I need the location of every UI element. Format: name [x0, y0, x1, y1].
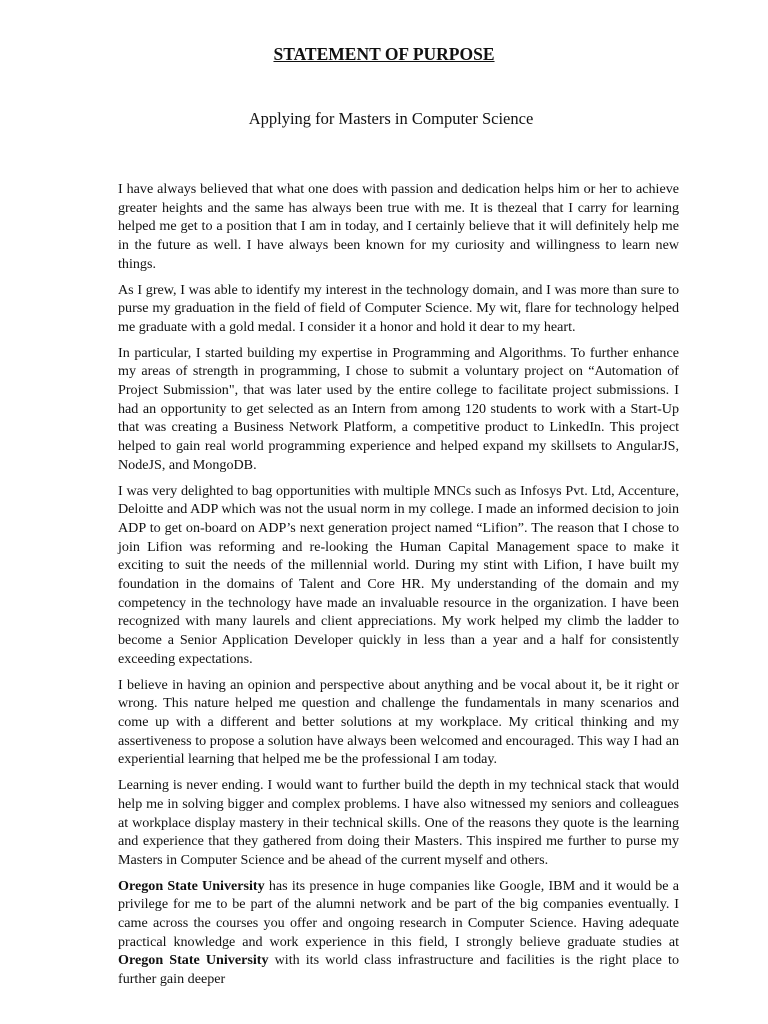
paragraph-7-text-1: has its presence in huge companies like Google, IBM and it would be a privilege for me to be part of the alumni network and be part of the big companies eventually. I came across the courses you offer and ongoing research in Computer Science. Having adequate practical knowledge and work experience in this field, I strongly believe graduate studies at [118, 877, 679, 950]
paragraph-7 [118, 877, 679, 989]
document-body [118, 180, 679, 996]
paragraph-2: As I grew, I was able to identify my interest in the technology domain, and I was more than sure to purse my graduation in the field of field of Computer Science. My wit, flare for technology helped me graduate with a gold medal. I consider it a honor and hold it dear to my heart. [118, 281, 679, 335]
university-name: Oregon State University [118, 952, 269, 969]
paragraph-3: In particular, I started building my expertise in Programming and Algorithms. To further enhance my areas of strength in programming, I chose to submit a voluntary project on “Automation of Project Submission", that was later used by the entire college to facilitate project submissions. I had an opportunity to get selected as an Intern from among 120 students to work with a Start-Up that was creating a Business Network Platform, a competitive product to LinkedIn. This project helped to gain real world programming experience and helped expand my skillsets to AngularJS, NodeJS, and MongoDB. [118, 344, 679, 473]
paragraph-5: I believe in having an opinion and perspective about anything and be vocal about it, be it right or wrong. This nature helped me question and challenge the fundamentals in many scenarios and come up with a different and better solutions at my workplace. My critical thinking and my assertiveness to propose a solution have always been welcomed and encouraged. This way I had an experiential learning that helped me be the professional I am today. [118, 676, 679, 768]
paragraph-1: I have always believed that what one does with passion and dedication helps him or her to achieve greater heights and the same has always been true with me. It is thezeal that I carry for learning helped me get to a position that I am in today, and I certainly believe that it will definitely help me in the future as well. I have always been known for my curiosity and willingness to learn new things. [118, 181, 679, 272]
paragraph-4: I was very delighted to bag opportunities with multiple MNCs such as Infosys Pvt. Ltd, Accenture, Deloitte and ADP which was not the usual norm in my college. I made an informed decision to join ADP to get on-board on ADP’s next generation project named “Lifion”. The reason that I chose to join Lifion was reforming and re-looking the Human Capital Management space to make it exciting to suit the needs of the millennial world. During my stint with Lifion, I have built my foundation in the domains of Talent and Core HR. My understanding of the domain and my competency in the technology have made an invaluable resource in the organization. I have been recognized with many laurels and client appreciations. My work helped my climb the ladder to become a Senior Application Developer quickly in less than a year and a half for consistently exceeding expectations. [118, 482, 679, 667]
university-name: Oregon State University [118, 877, 265, 894]
document-title: STATEMENT OF PURPOSE [273, 44, 495, 64]
paragraph-6: Learning is never ending. I would want to further build the depth in my technical stack that would help me in solving bigger and complex problems. I have also witnessed my seniors and colleagues at workplace display mastery in their technical skills. One of the reasons they quote is the learning and experience that they gathered from doing their Masters. This inspired me further to purse my Masters in Computer Science and be ahead of the current myself and others. [118, 777, 679, 868]
paragraph-7-text-2: with its world class infrastructure and facilities is the right place to further gain deeper [118, 952, 679, 988]
document-subtitle: Applying for Masters in Computer Science [248, 109, 534, 128]
